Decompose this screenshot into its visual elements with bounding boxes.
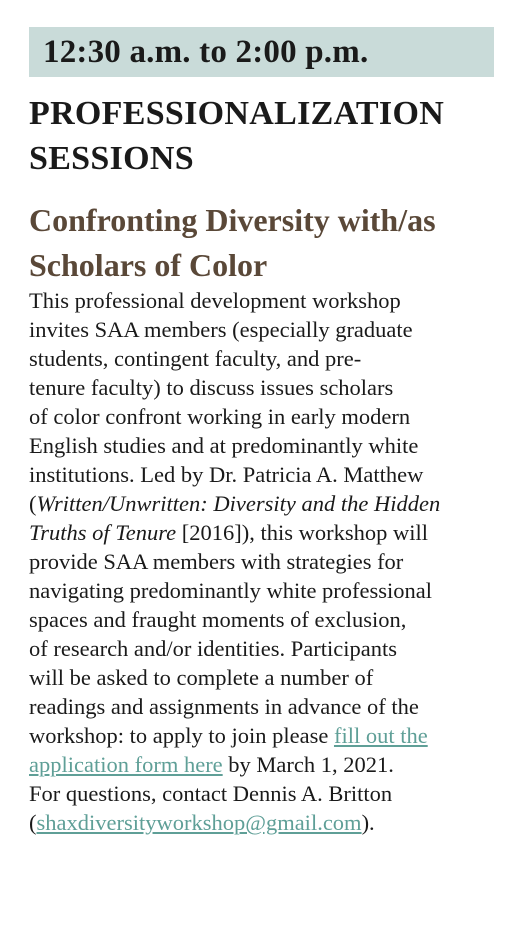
session-title-line-2: Scholars of Color	[29, 247, 268, 283]
description-line: readings and assignments in advance of the	[29, 694, 419, 719]
description-line: spaces and fraught moments of exclusion,	[29, 607, 407, 632]
description-line	[29, 750, 499, 779]
book-title-part-1: Written/Unwritten: Diversity and the Hidden	[36, 491, 441, 516]
section-heading-line-2: SESSIONS	[29, 140, 194, 177]
time-banner	[29, 27, 494, 77]
contact-email-link[interactable]: shaxdiversityworkshop@gmail.com	[36, 810, 362, 835]
book-title-part-2: Truths of Tenure	[29, 520, 177, 545]
session-description	[29, 286, 499, 837]
description-line: tenure faculty) to discuss issues scholars	[29, 375, 394, 400]
open-paren: (	[29, 491, 37, 516]
description-line	[29, 518, 499, 547]
description-line: of color confront working in early modern	[29, 404, 411, 429]
description-line: will be asked to complete a number of	[29, 665, 374, 690]
application-form-link[interactable]: fill out the	[333, 723, 428, 748]
description-line: invites SAA members (especially graduate	[29, 317, 413, 342]
session-title	[29, 198, 499, 288]
description-line	[29, 489, 499, 518]
description-line	[29, 721, 499, 750]
section-heading	[29, 91, 499, 181]
open-paren: (	[29, 810, 37, 835]
application-form-link-continued[interactable]: application form here	[29, 752, 223, 777]
description-line: institutions. Led by Dr. Patricia A. Matthew	[29, 462, 424, 487]
section-heading-line-1: PROFESSIONALIZATION	[29, 95, 445, 132]
session-time: 12:30 a.m. to 2:00 p.m.	[43, 33, 369, 70]
description-line: navigating predominantly white professional	[29, 578, 433, 603]
description-text: workshop: to apply to join please	[29, 723, 334, 748]
description-line: For questions, contact Dennis A. Britton	[29, 781, 393, 806]
description-text: [2016]), this workshop will	[176, 520, 429, 545]
description-line: students, contingent faculty, and pre-	[29, 346, 362, 371]
close-paren: ).	[361, 810, 375, 835]
description-line	[29, 808, 499, 837]
description-line: English studies and at predominantly white	[29, 433, 419, 458]
description-line: This professional development workshop	[29, 288, 401, 313]
description-text: by March 1, 2021.	[222, 752, 394, 777]
description-line: of research and/or identities. Participants	[29, 636, 397, 661]
description-line: provide SAA members with strategies for	[29, 549, 404, 574]
session-title-line-1: Confronting Diversity with/as	[29, 202, 436, 238]
